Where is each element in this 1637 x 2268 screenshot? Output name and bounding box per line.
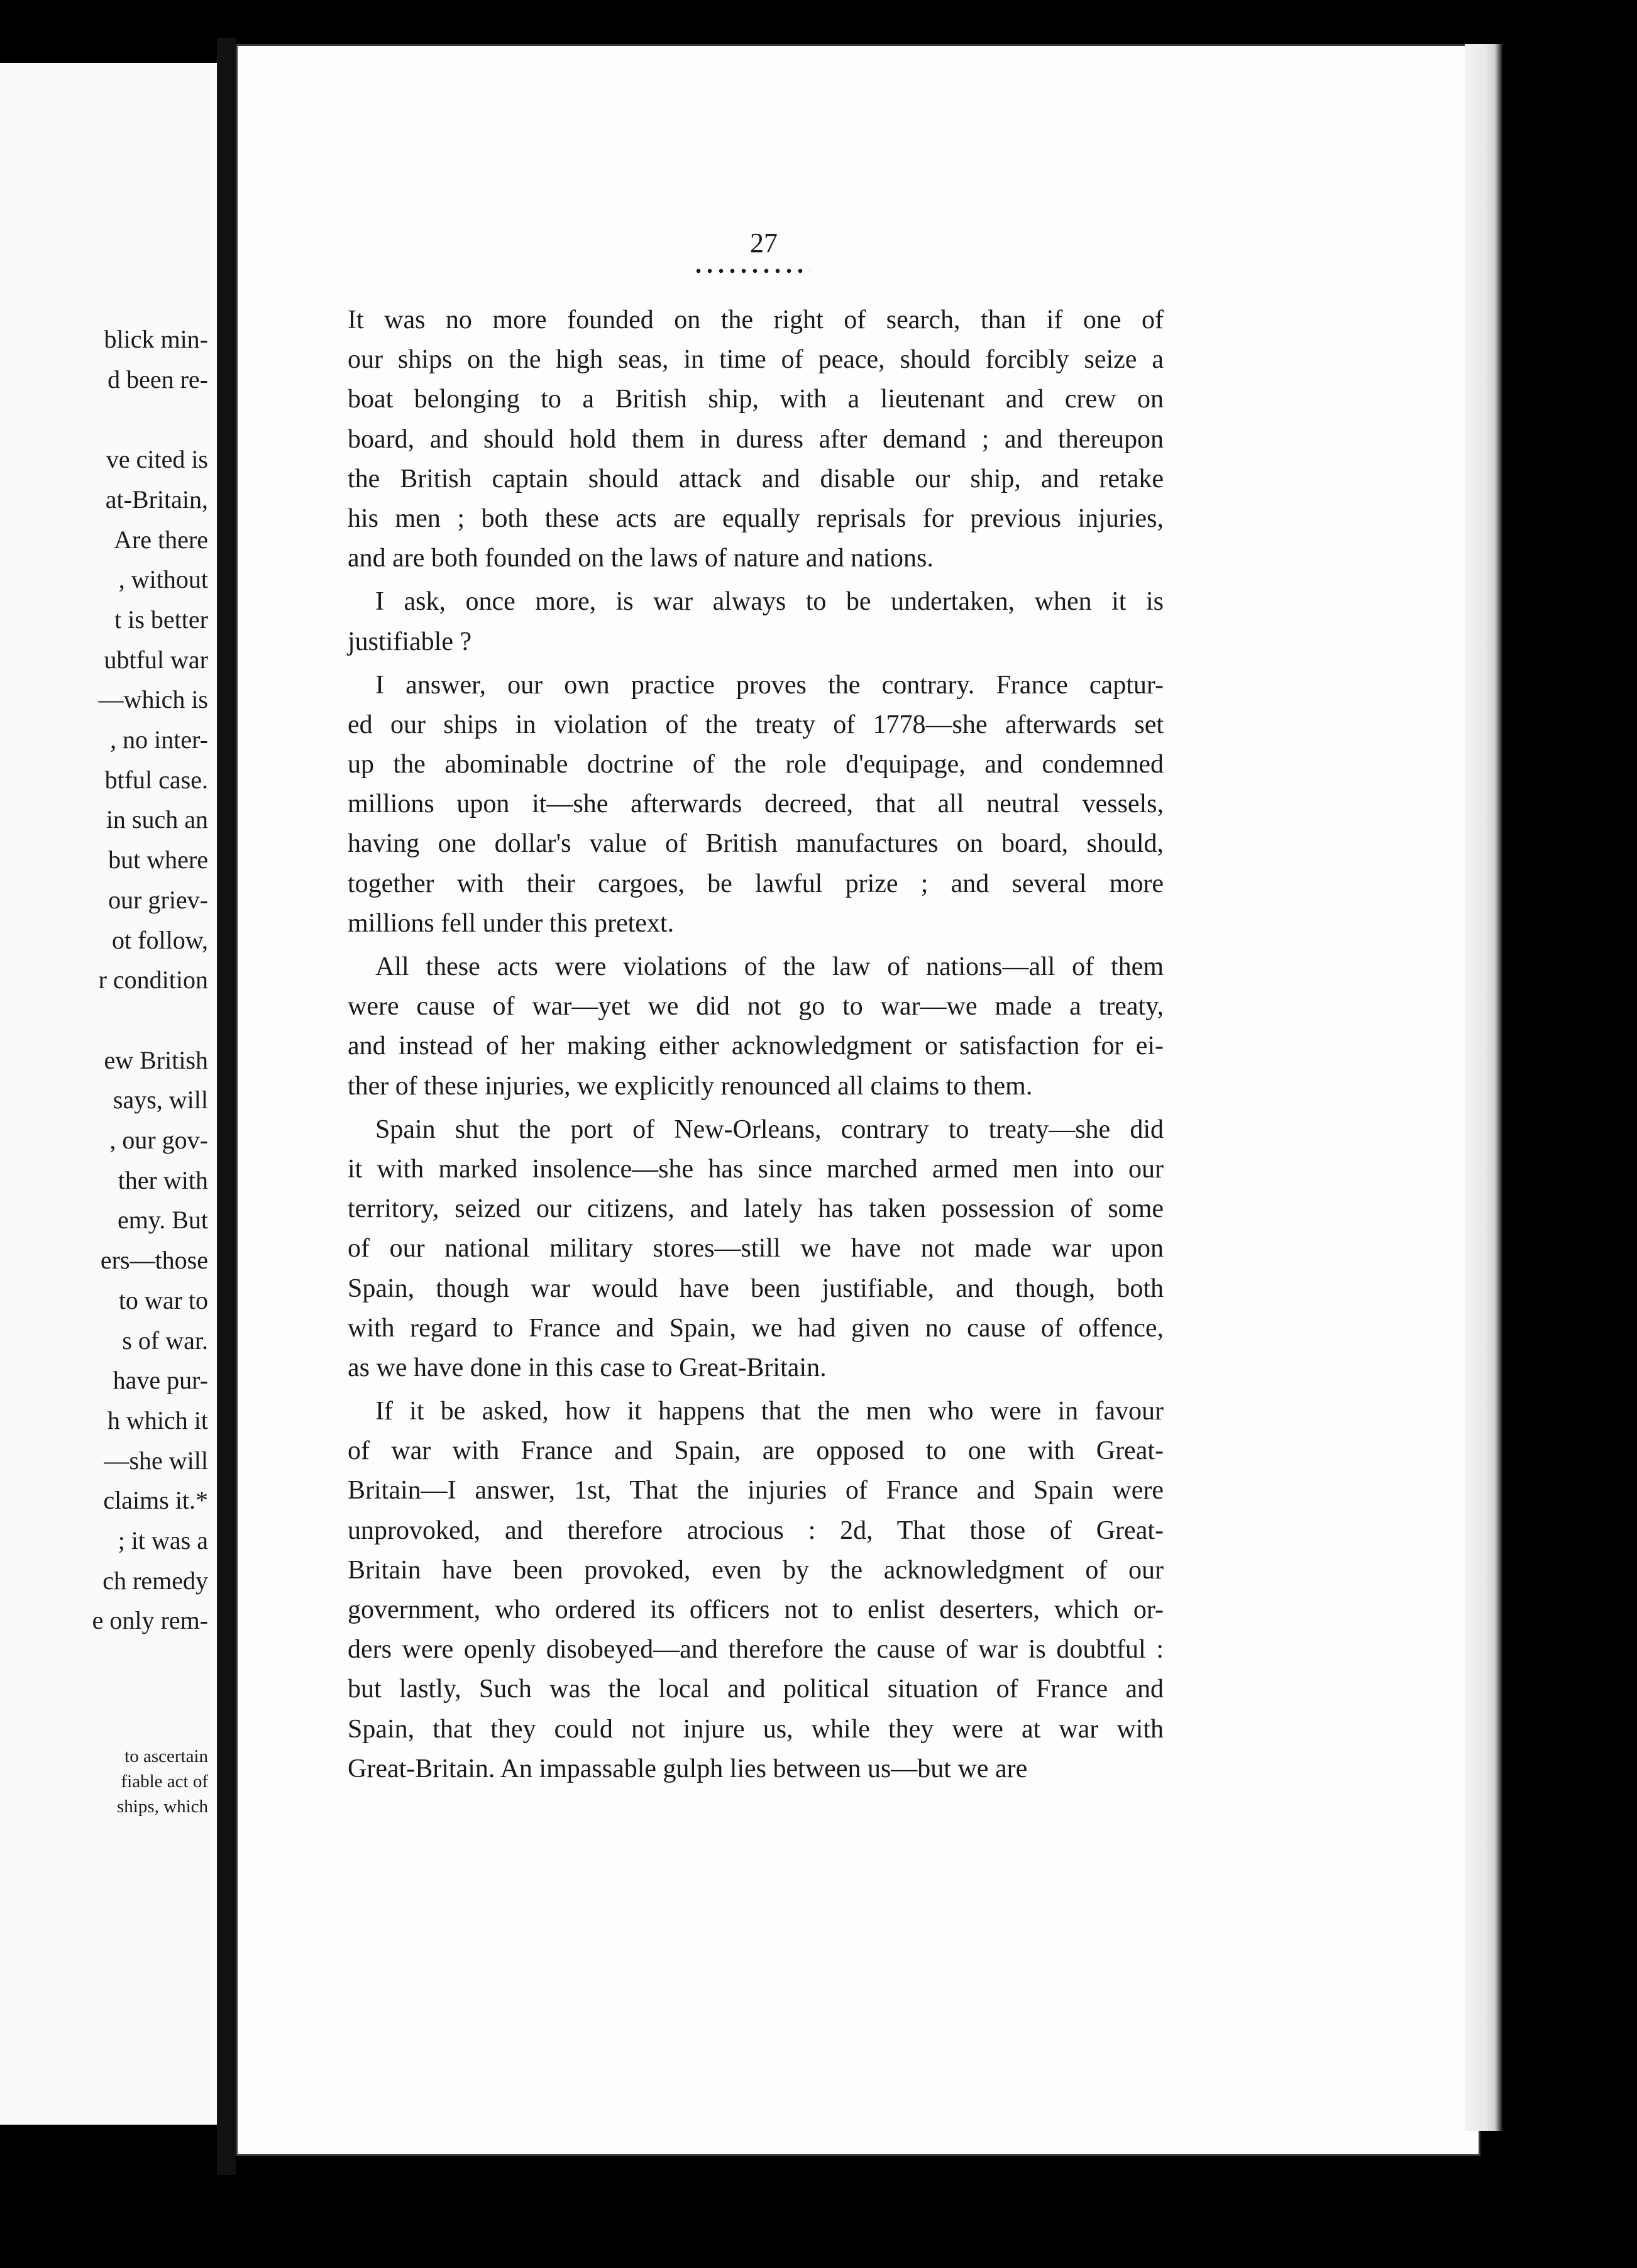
left-page-line: in such an: [106, 805, 208, 834]
left-page-line: ve cited is: [106, 445, 208, 474]
text-line: Spain, that they could not injure us, while they were at war with: [348, 1714, 1164, 1744]
text-line: of our national military stores—still we have not made war upon: [348, 1234, 1164, 1263]
text-line: Spain shut the port of New-Orleans, contrary to treaty—she did: [375, 1115, 1164, 1144]
text-line: as we have done in this case to Great-Britain.: [348, 1353, 827, 1382]
text-line: up the abominable doctrine of the role d'equipage, and condemned: [348, 750, 1164, 779]
text-line: territory, seized our citizens, and lately has taken possession of some: [348, 1194, 1164, 1224]
text-line: It was no more founded on the right of search, than if one of: [348, 306, 1164, 334]
left-page-line: h which it: [107, 1406, 208, 1434]
text-line: If it be asked, how it happens that the men who were in favour: [375, 1397, 1164, 1426]
left-page-line: t is better: [114, 605, 208, 634]
text-line: the British captain should attack and disable our ship, and retake: [348, 464, 1164, 493]
text-line: with regard to France and Spain, we had given no cause of offence,: [348, 1313, 1164, 1343]
left-page-line: ot follow,: [112, 925, 208, 954]
left-page-line: blick min-: [104, 325, 208, 353]
left-page-fragment: [0, 63, 221, 2125]
left-page-line: s of war.: [122, 1326, 208, 1355]
text-line: of war with France and Spain, are opposed to one with Great-: [348, 1436, 1164, 1466]
text-line: millions fell under this pretext.: [348, 908, 675, 938]
page-edge: [1465, 44, 1502, 2131]
left-page-line: e only rem-: [92, 1606, 208, 1635]
body-text: [348, 300, 1164, 1789]
left-page-line: ew British: [104, 1045, 208, 1074]
text-line: ders were openly disobeyed—and therefore the cause of war is doubtful :: [348, 1635, 1164, 1665]
left-page-line: ; it was a: [118, 1526, 208, 1555]
text-line: his men ; both these acts are equally reprisals for previous injuries,: [348, 504, 1164, 533]
left-footnote-line: fiable act of: [121, 1771, 208, 1792]
left-page-line: , our gov-: [109, 1126, 208, 1154]
text-line: having one dollar's value of British manufactures on board, should,: [348, 829, 1164, 859]
left-page-line: to war to: [118, 1285, 208, 1314]
left-page-line: our griev-: [108, 885, 208, 914]
text-line: Britain have been provoked, even by the acknowledgment of our: [348, 1555, 1164, 1585]
left-page-line: ubtful war: [104, 645, 208, 674]
left-footnote-line: ships, which: [117, 1797, 208, 1817]
text-line: government, who ordered its officers not to enlist deserters, which or-: [348, 1595, 1164, 1624]
text-line: and instead of her making either acknowledgment or satisfaction for ei-: [348, 1032, 1164, 1061]
text-line: Spain, though war would have been justifiable, and though, both: [348, 1274, 1164, 1303]
text-line: but lastly, Such was the local and political situation of France and: [348, 1675, 1164, 1704]
left-page-line: emy. But: [117, 1206, 208, 1235]
text-line: I answer, our own practice proves the contrary. France captur-: [375, 670, 1164, 700]
left-page-line: claims it.*: [103, 1486, 208, 1515]
text-line: millions upon it—she afterwards decreed, that all neutral vessels,: [348, 790, 1164, 819]
book-gutter: [217, 38, 236, 2175]
text-line: board, and should hold them in duress after demand ; and thereupon: [348, 424, 1164, 454]
page-number-rule: [693, 268, 810, 274]
text-line: ed our ships in violation of the treaty of 1778—she afterwards set: [348, 710, 1164, 739]
left-page-line: btful case.: [104, 765, 208, 794]
left-footnote-line: to ascertain: [124, 1746, 208, 1766]
left-page-line: , no inter-: [110, 725, 208, 754]
text-line: I ask, once more, is war always to be undertaken, when it is: [375, 587, 1164, 617]
page-number: 27: [750, 228, 778, 258]
text-line: were cause of war—yet we did not go to war—we made a treaty,: [348, 992, 1164, 1021]
left-page-line: Are there: [114, 525, 208, 554]
text-line: boat belonging to a British ship, with a lieutenant and crew on: [348, 385, 1164, 414]
left-page-line: ther with: [118, 1165, 208, 1194]
left-page-line: says, will: [113, 1086, 208, 1115]
text-line: justifiable ?: [348, 627, 472, 656]
left-page-line: ch remedy: [102, 1566, 208, 1595]
left-page-line: ers—those: [100, 1246, 208, 1275]
text-line: All these acts were violations of the law of nations—all of them: [375, 952, 1164, 981]
left-page-line: , without: [118, 565, 208, 594]
text-line: Britain—I answer, 1st, That the injuries of France and Spain were: [348, 1476, 1164, 1506]
text-line: Great-Britain. An impassable gulph lies between us—but we are: [348, 1754, 1028, 1783]
text-line: unprovoked, and therefore atrocious : 2d, That those of Great-: [348, 1516, 1164, 1545]
left-page-line: at-Britain,: [105, 485, 208, 514]
text-line: our ships on the high seas, in time of peace, should forcibly seize a: [348, 345, 1164, 375]
text-line: and are both founded on the laws of nature and nations.: [348, 544, 934, 573]
left-page-line: —she will: [104, 1446, 208, 1475]
text-line: it with marked insolence—she has since marched armed men into our: [348, 1154, 1164, 1184]
text-line: ther of these injuries, we explicitly renounced all claims to them.: [348, 1071, 1033, 1101]
left-page-line: —which is: [98, 685, 208, 714]
left-page-line: d been re-: [107, 365, 208, 394]
left-page-line: r condition: [98, 966, 208, 994]
text-line: together with their cargoes, be lawful prize ; and several more: [348, 869, 1164, 898]
left-page-line: have pur-: [113, 1366, 208, 1395]
left-page-line: but where: [108, 845, 208, 874]
